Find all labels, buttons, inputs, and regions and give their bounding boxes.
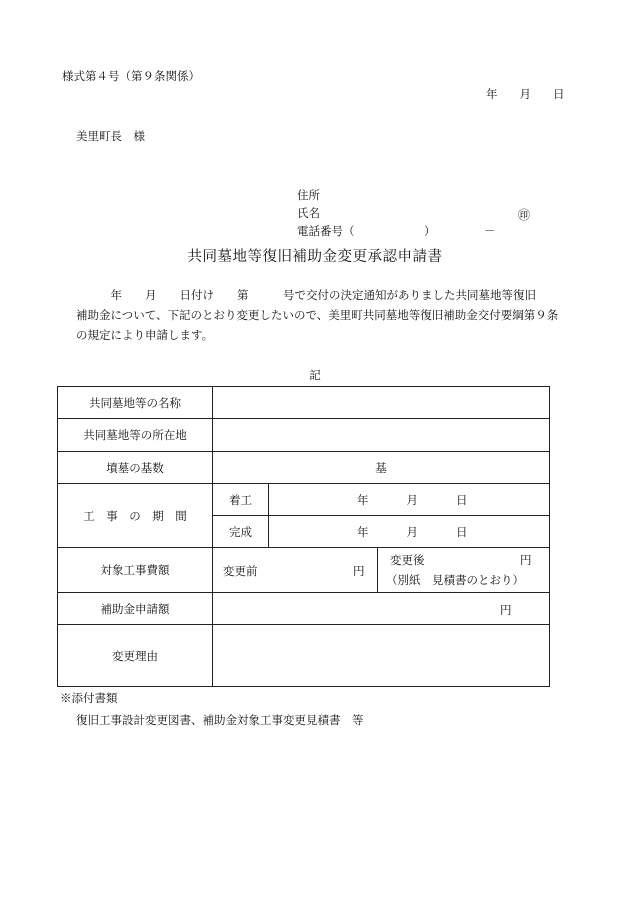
table-row bbox=[58, 419, 550, 452]
name-value-cell[interactable] bbox=[213, 387, 550, 419]
phone-dash: － bbox=[484, 224, 496, 238]
date-year: 年 bbox=[486, 87, 498, 101]
start-month: 月 bbox=[406, 492, 418, 507]
count-unit: 基 bbox=[375, 460, 387, 475]
location-label-cell: 共同墓地等の所在地 bbox=[58, 419, 213, 452]
table-row bbox=[58, 593, 550, 625]
count-label-cell: 墳墓の基数 bbox=[58, 452, 213, 484]
applicant-block bbox=[297, 186, 355, 240]
addressee: 美里町長 様 bbox=[76, 129, 145, 143]
after-label: 変更後 bbox=[390, 553, 425, 567]
start-label-cell: 着工 bbox=[213, 484, 269, 516]
table-row bbox=[58, 548, 550, 593]
reason-label-cell: 変更理由 bbox=[58, 625, 213, 687]
date-day: 日 bbox=[553, 87, 565, 101]
count-value-cell[interactable] bbox=[213, 452, 550, 484]
ki-heading: 記 bbox=[309, 368, 321, 382]
reason-value-cell[interactable] bbox=[213, 625, 550, 687]
end-day: 日 bbox=[456, 524, 468, 539]
name-label-cell: 共同墓地等の名称 bbox=[58, 387, 213, 419]
start-date-cell[interactable] bbox=[269, 484, 550, 516]
start-day: 日 bbox=[456, 492, 468, 507]
table-row bbox=[58, 452, 550, 484]
body-line-1: 年 月 日付け 第 号で交付の決定通知がありました共同墓地等復旧 bbox=[76, 288, 536, 302]
table-row bbox=[58, 625, 550, 687]
document-title: 共同墓地等復旧補助金変更承認申請書 bbox=[187, 249, 443, 265]
subsidy-yen: 円 bbox=[500, 603, 512, 617]
cost-before-cell[interactable] bbox=[213, 548, 378, 593]
table-row bbox=[58, 387, 550, 419]
location-value-cell[interactable] bbox=[213, 419, 550, 452]
body-text bbox=[76, 285, 576, 345]
subsidy-label-cell: 補助金申請額 bbox=[58, 593, 213, 625]
date-line bbox=[486, 86, 565, 102]
name-label: 氏名 bbox=[297, 206, 320, 220]
end-date-cell[interactable] bbox=[269, 516, 550, 548]
phone-label: 電話番号（ bbox=[297, 224, 355, 238]
subsidy-value-cell[interactable] bbox=[213, 593, 550, 625]
application-table bbox=[57, 386, 550, 687]
before-label: 変更前 bbox=[223, 564, 258, 578]
cost-after-cell[interactable] bbox=[378, 548, 550, 593]
end-label-cell: 完成 bbox=[213, 516, 269, 548]
before-yen: 円 bbox=[353, 564, 365, 578]
after-yen: 円 bbox=[520, 553, 532, 567]
attachments-heading: ※添付書類 bbox=[60, 691, 118, 705]
cost-label-cell: 対象工事費額 bbox=[58, 548, 213, 593]
date-month: 月 bbox=[519, 87, 531, 101]
end-month: 月 bbox=[406, 524, 418, 539]
address-label: 住所 bbox=[297, 188, 320, 202]
table-row bbox=[58, 484, 550, 516]
start-year: 年 bbox=[357, 492, 369, 507]
phone-close-paren: ） bbox=[424, 224, 436, 238]
period-label-cell: 工 事 の 期 間 bbox=[58, 484, 213, 548]
after-note: （別紙 見積書のとおり） bbox=[386, 573, 524, 587]
body-line-2: 補助金について、下記のとおり変更したいので、美里町共同墓地等復旧補助金交付要綱第９条 bbox=[76, 308, 559, 322]
seal-mark: ㊞ bbox=[518, 208, 531, 222]
end-year: 年 bbox=[357, 524, 369, 539]
body-line-3: の規定により申請します。 bbox=[76, 328, 214, 342]
form-number: 様式第４号（第９条関係） bbox=[62, 69, 200, 83]
attachments-list: 復旧工事設計変更図書、補助金対象工事変更見積書 等 bbox=[76, 713, 364, 727]
